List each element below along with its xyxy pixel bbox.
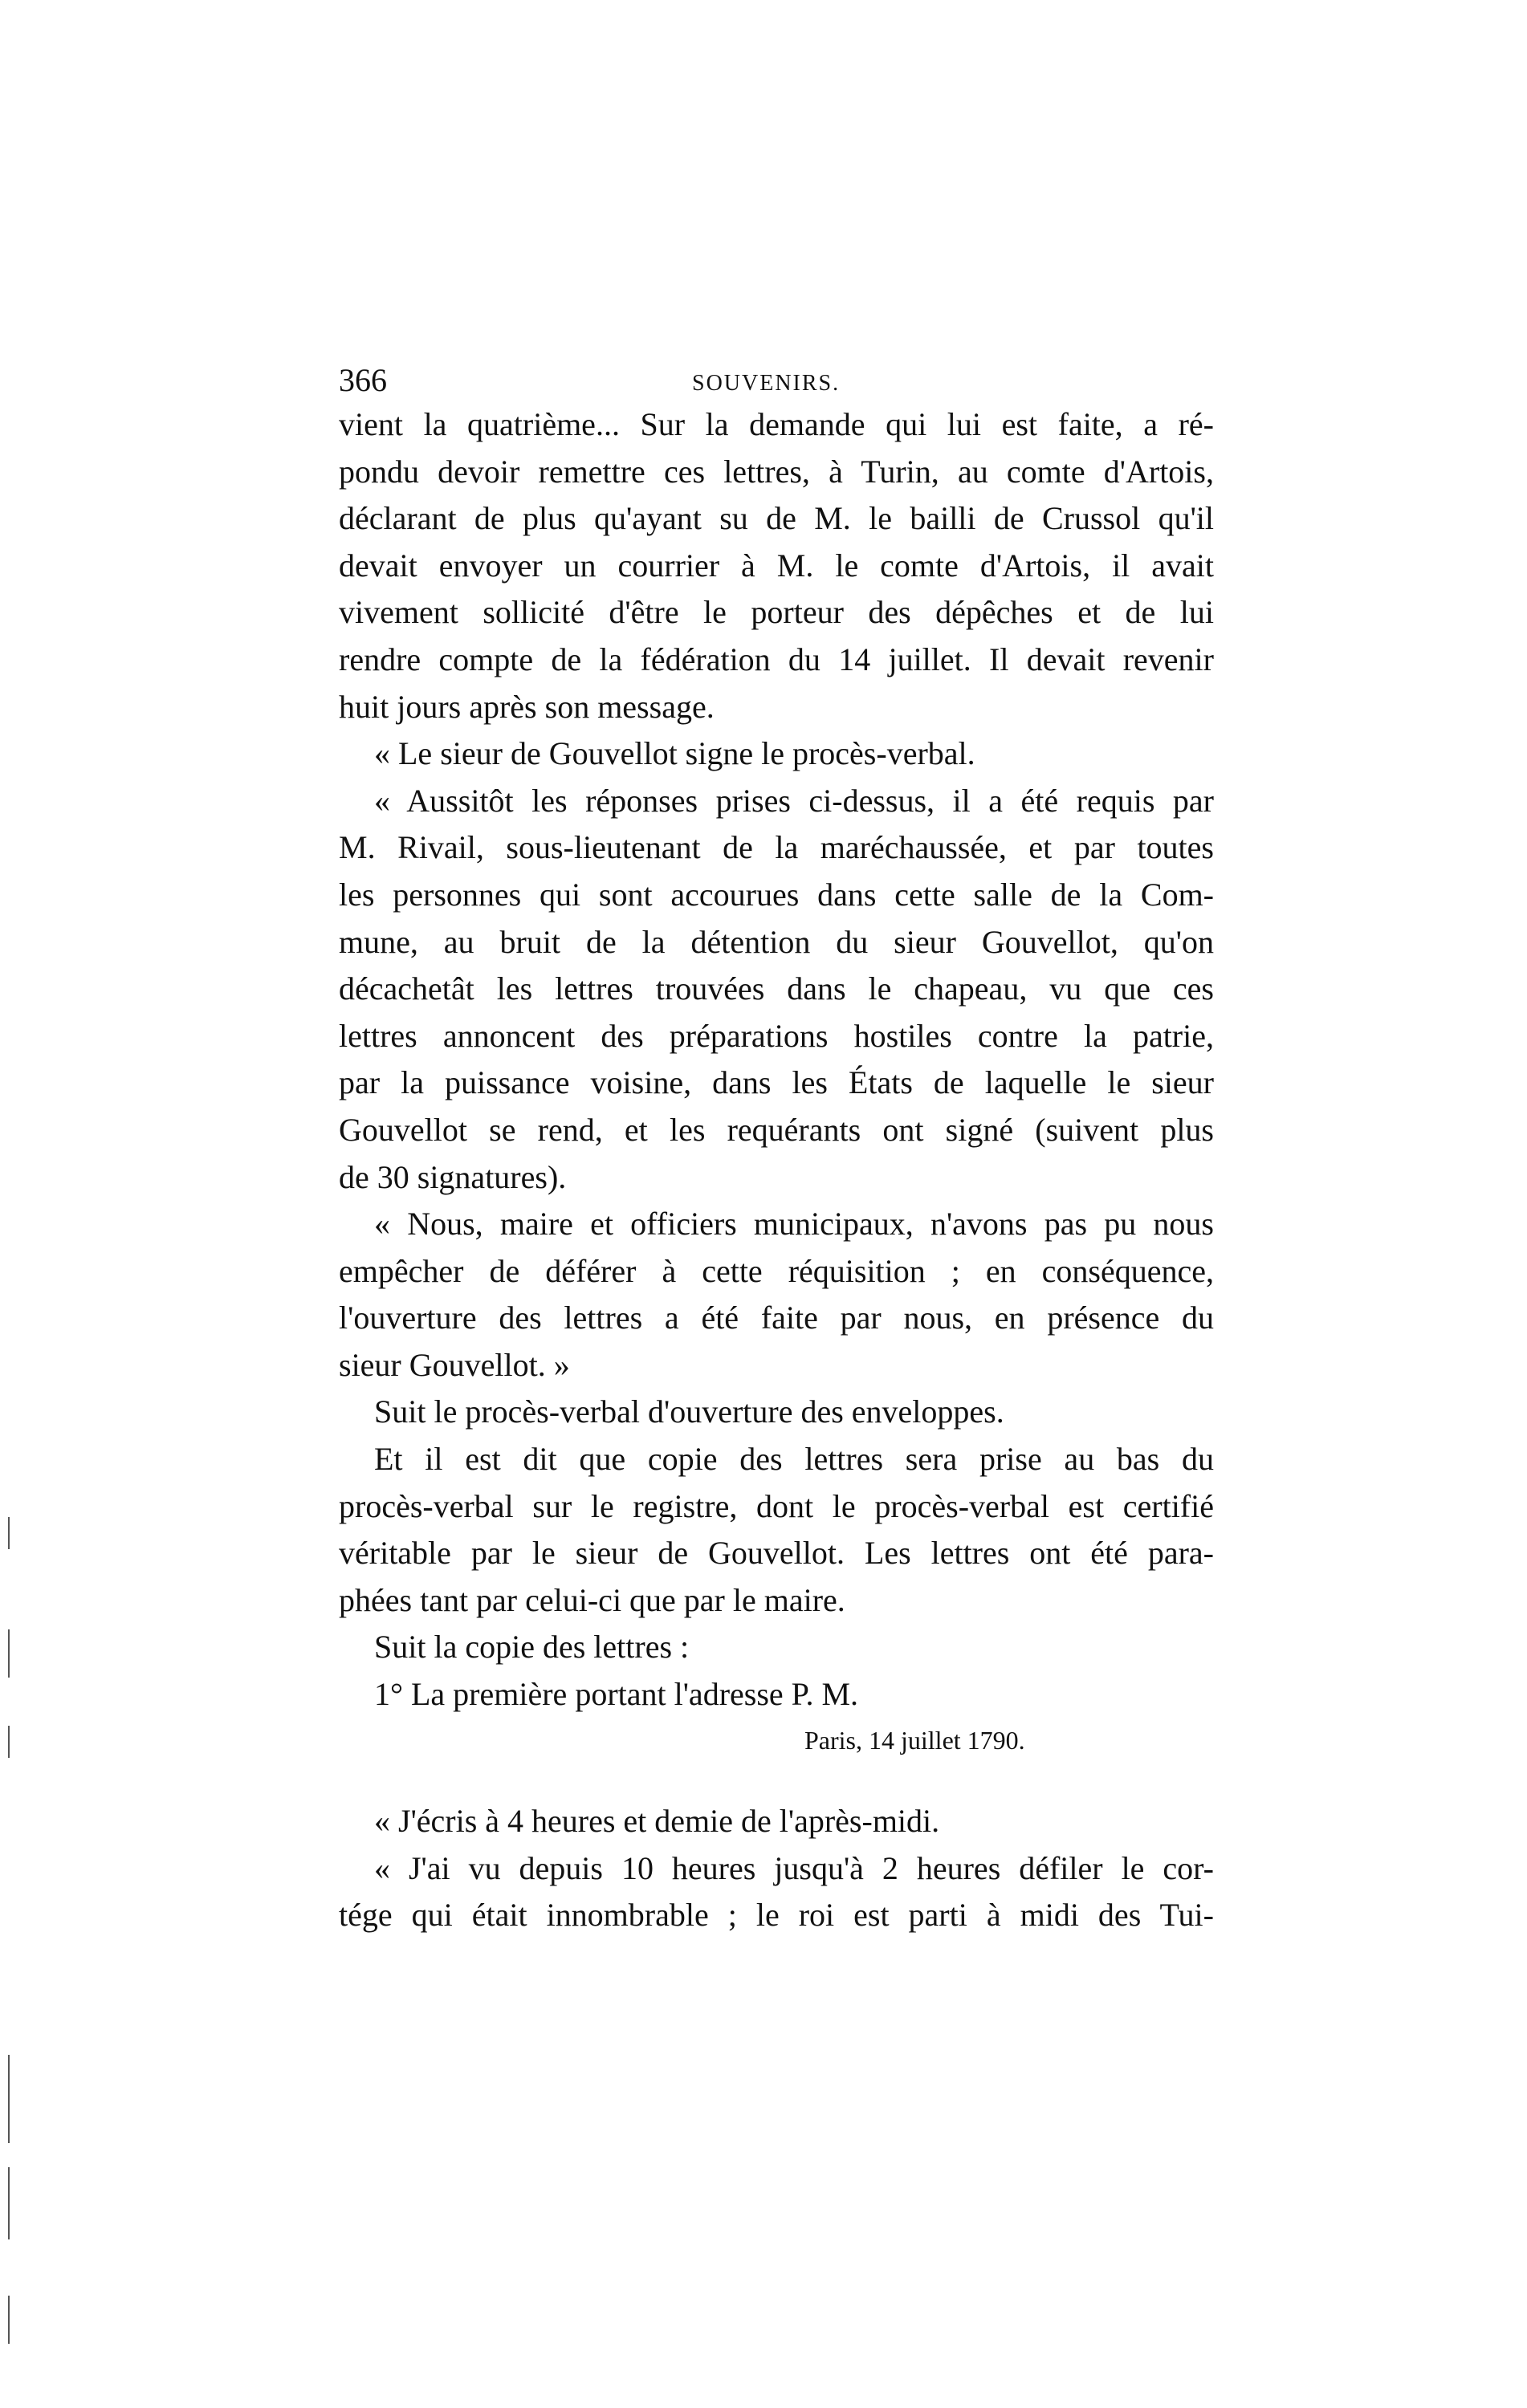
text-line: « J'écris à 4 heures et demie de l'après-midi. [374,1803,940,1839]
scan-mark [8,1629,10,1678]
text-line: « Le sieur de Gouvellot signe le procès-verbal. [374,735,975,772]
text-line: décachetât les lettres trouvées dans le chapeau, vu que ces [339,970,1214,1007]
scan-mark [8,1726,10,1758]
text-line: déclarant de plus qu'ayant su de M. le bailli de Crussol qu'il [339,500,1214,537]
text-line: « J'ai vu depuis 10 heures jusqu'à 2 heures défiler le cor- [374,1849,1214,1886]
text-line: véritable par le sieur de Gouvellot. Les lettres ont été para- [339,1535,1214,1572]
text-line: 1° La première portant l'adresse P. M. [374,1676,859,1713]
text-line: phées tant par celui-ci que par le maire. [339,1581,845,1618]
text-line: « Nous, maire et officiers municipaux, n'avons pas pu nous [374,1206,1214,1243]
text-line: Suit la copie des lettres : [374,1629,690,1666]
letter-dateline: Paris, 14 juillet 1790. [804,1726,1025,1755]
text-line: par la puissance voisine, dans les États de laquelle le sieur [339,1064,1214,1101]
text-line: huit jours après son message. [339,688,715,725]
text-line: l'ouverture des lettres a été faite par nous, en présence du [339,1300,1214,1336]
text-line: Et il est dit que copie des lettres sera prise au bas du [374,1441,1214,1478]
running-title: SOUVENIRS. [692,371,841,396]
scan-mark [8,1517,10,1549]
text-line: vivement sollicité d'être le porteur des dépêches et de lui [339,594,1214,631]
text-line: vient la quatrième... Sur la demande qui lui est faite, a ré- [339,406,1214,442]
scan-mark [8,2055,10,2143]
text-line: M. Rivail, sous-lieutenant de la maréchaussée, et par toutes [339,829,1214,866]
scan-mark [8,2296,10,2344]
page-header [339,356,1214,405]
text-line: tége qui était innombrable ; le roi est parti à midi des Tui- [339,1897,1214,1934]
text-line: les personnes qui sont accourues dans cette salle de la Com- [339,876,1214,913]
body-text [339,401,1214,1719]
text-line: « Aussitôt les réponses prises ci-dessus, il a été requis par [374,782,1214,819]
text-line: devait envoyer un courrier à M. le comte d'Artois, il avait [339,547,1214,584]
text-line: pondu devoir remettre ces lettres, à Turin, au comte d'Artois, [339,453,1214,490]
letter-text [339,1798,1214,1939]
text-line: Suit le procès-verbal d'ouverture des enveloppes. [374,1393,1004,1430]
text-line: Gouvellot se rend, et les requérants ont signé (suivent plus [339,1111,1214,1148]
text-line: lettres annoncent des préparations hostiles contre la patrie, [339,1017,1214,1054]
scan-mark [8,2167,10,2239]
text-line: empêcher de déférer à cette réquisition ; en conséquence, [339,1252,1214,1289]
text-line: procès-verbal sur le registre, dont le procès-verbal est certifié [339,1487,1214,1524]
text-line: sieur Gouvellot. » [339,1346,570,1383]
text-line: mune, au bruit de la détention du sieur Gouvellot, qu'on [339,923,1214,960]
text-line: de 30 signatures). [339,1158,567,1195]
text-line: rendre compte de la fédération du 14 juillet. Il devait revenir [339,641,1214,677]
page-number: 366 [339,362,387,398]
